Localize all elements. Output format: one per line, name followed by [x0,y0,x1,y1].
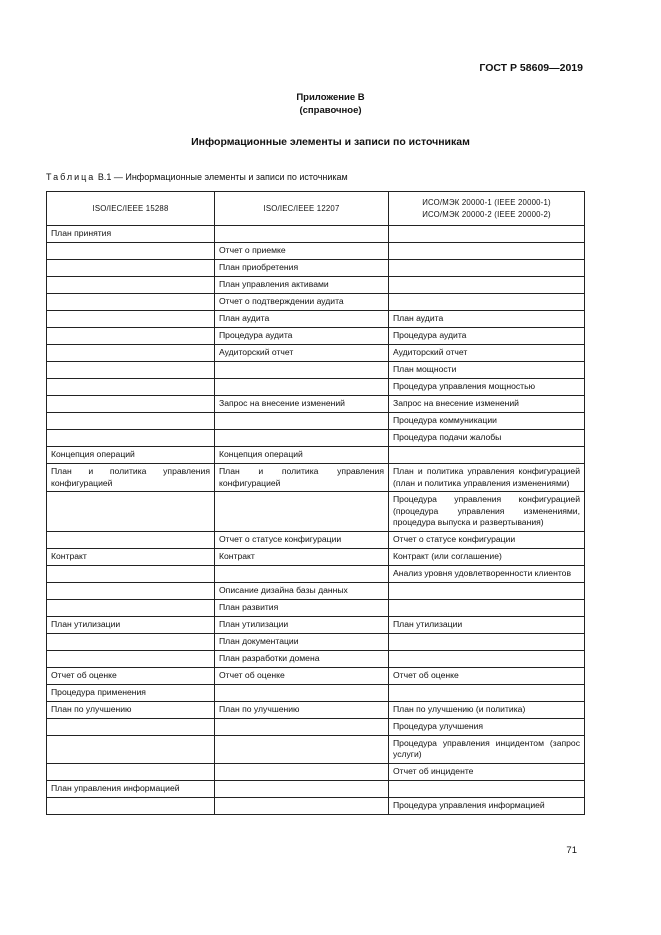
table-cell [215,735,389,763]
table-header-row [47,192,585,226]
table-cell [47,599,215,616]
table-cell: Отчет об инциденте [389,763,585,780]
table-cell [47,328,215,345]
table-cell: Запрос на внесение изменений [389,396,585,413]
table-row [47,226,585,243]
table-cell: Контракт [215,548,389,565]
table-cell [215,430,389,447]
table-cell: План управления информацией [47,780,215,797]
table-cell [47,362,215,379]
table-cell [215,362,389,379]
table-row [47,396,585,413]
table-row [47,548,585,565]
table-cell [47,582,215,599]
table-row [47,633,585,650]
header-iso-20000-2: ИСО/МЭК 20000-2 (IEEE 20000-2) [422,209,551,219]
table-cell [47,311,215,328]
table-cell: Процедура управления информацией [389,797,585,814]
table-cell: План и политика управления конфигурацией [47,464,215,492]
table-cell: План утилизации [47,616,215,633]
table-cell [389,780,585,797]
table-cell: План документации [215,633,389,650]
header-iso-20000 [389,192,585,226]
table-row [47,735,585,763]
table-cell: Концепция операций [47,447,215,464]
table-cell [47,243,215,260]
table-cell: Процедура улучшения [389,718,585,735]
caption-text: — Информационные элементы и записи по источникам [113,172,348,182]
table-cell: План утилизации [215,616,389,633]
table-cell: Контракт [47,548,215,565]
table-row [47,718,585,735]
table-cell [47,633,215,650]
table-cell [215,226,389,243]
appendix-title: Приложение В [296,92,365,103]
table-row [47,243,585,260]
table-cell: План по улучшению (и политика) [389,701,585,718]
table-cell [47,379,215,396]
table-cell: Отчет о подтверждении аудита [215,294,389,311]
table-cell [47,260,215,277]
table-row [47,430,585,447]
table-cell: Анализ уровня удовлетворенности клиентов [389,565,585,582]
table-cell: Контракт (или соглашение) [389,548,585,565]
table-cell: Концепция операций [215,447,389,464]
table-row [47,464,585,492]
table-cell [47,718,215,735]
table-cell [47,345,215,362]
table-cell: Отчет о статусе конфигурации [389,531,585,548]
table-cell [47,430,215,447]
table-cell: Процедура управления конфигурацией (процедура управления изменениями, процедура выпуска и развертывания) [389,492,585,532]
table-cell [215,379,389,396]
table-cell [389,226,585,243]
header-iso-15288: ISO/IEC/IEEE 15288 [47,192,215,226]
table-row [47,565,585,582]
table-cell: План и политика управления конфигурацией (план и политика управления изменениями) [389,464,585,492]
standard-number: ГОСТ Р 58609—2019 [479,62,583,74]
table-row [47,599,585,616]
table-cell: Процедура аудита [215,328,389,345]
table-cell [389,684,585,701]
table-cell: Отчет о приемке [215,243,389,260]
section-heading: Информационные элементы и записи по источникам [191,136,470,148]
table-cell: План и политика управления конфигурацией [215,464,389,492]
table-cell: План аудита [215,311,389,328]
table-cell [47,492,215,532]
table-row [47,701,585,718]
table-cell: План разработки домена [215,650,389,667]
table-row [47,684,585,701]
table-cell [389,650,585,667]
table-row [47,260,585,277]
table-cell [389,582,585,599]
table-cell [47,294,215,311]
table-cell [389,599,585,616]
table-cell: Процедура применения [47,684,215,701]
table-cell [47,277,215,294]
table-caption [46,172,348,182]
table-row [47,345,585,362]
table-cell [47,531,215,548]
table-cell: Аудиторский отчет [215,345,389,362]
table-cell [47,650,215,667]
table-row [47,362,585,379]
table-cell [389,447,585,464]
table-cell [215,797,389,814]
table-row [47,531,585,548]
table-row [47,294,585,311]
table-row [47,797,585,814]
table-row [47,492,585,532]
table-cell [47,797,215,814]
table-row [47,379,585,396]
appendix-subtitle: (справочное) [299,105,362,116]
table-cell: Процедура управления инцидентом (запрос услуги) [389,735,585,763]
table-row [47,763,585,780]
table-cell: План по улучшению [215,701,389,718]
table-cell: План принятия [47,226,215,243]
table-cell [215,684,389,701]
table-cell: План мощности [389,362,585,379]
table-cell [389,260,585,277]
table-cell: Отчет об оценке [215,667,389,684]
table-cell [47,396,215,413]
table-row [47,328,585,345]
table-cell: Процедура управления мощностью [389,379,585,396]
table-cell [47,565,215,582]
table-cell: Отчет об оценке [389,667,585,684]
caption-prefix: Таблица [46,172,96,182]
table-cell [215,718,389,735]
table-row [47,311,585,328]
table-cell: Отчет об оценке [47,667,215,684]
table-cell: План управления активами [215,277,389,294]
table-row [47,277,585,294]
source-table [46,191,585,815]
table-cell: План по улучшению [47,701,215,718]
table-cell: План утилизации [389,616,585,633]
table-row [47,616,585,633]
table-cell [215,780,389,797]
table-cell [215,492,389,532]
table-cell [215,413,389,430]
table-cell [389,633,585,650]
table-row [47,582,585,599]
table-cell: План приобретения [215,260,389,277]
table-cell: Запрос на внесение изменений [215,396,389,413]
page-number: 71 [566,845,577,856]
table-cell [47,763,215,780]
table-body [47,226,585,815]
table-cell: Процедура подачи жалобы [389,430,585,447]
table-row [47,447,585,464]
table-cell [389,277,585,294]
table-cell: Процедура аудита [389,328,585,345]
table-cell: Процедура коммуникации [389,413,585,430]
table-cell [389,294,585,311]
table-cell: План развития [215,599,389,616]
caption-number: В.1 [97,172,112,182]
table-cell [47,413,215,430]
table-cell: План аудита [389,311,585,328]
table-row [47,780,585,797]
table-cell: Аудиторский отчет [389,345,585,362]
table-row [47,650,585,667]
table-cell [389,243,585,260]
table-cell [215,763,389,780]
table-cell [215,565,389,582]
table-row [47,413,585,430]
table-cell: Отчет о статусе конфигурации [215,531,389,548]
table-row [47,667,585,684]
table-cell: Описание дизайна базы данных [215,582,389,599]
header-iso-20000-1: ИСО/МЭК 20000-1 (IEEE 20000-1) [422,198,551,207]
header-iso-12207: ISO/IEC/IEEE 12207 [215,192,389,226]
table-cell [47,735,215,763]
